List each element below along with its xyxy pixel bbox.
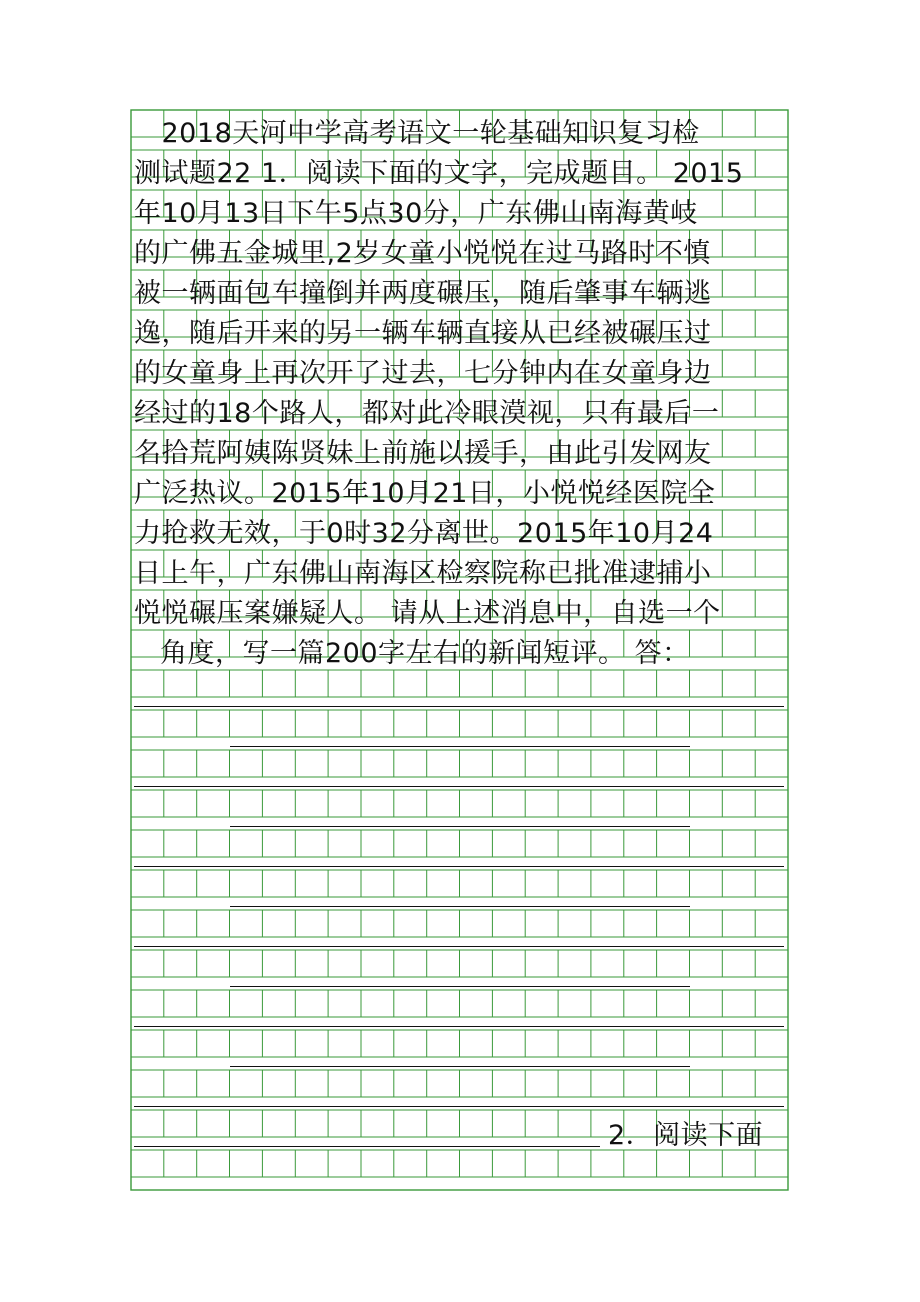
passage-line-8: 经过的18个路人，都对此冷眼漠视，只有最后一 <box>134 398 720 429</box>
next-question-start: 2．阅读下面 <box>608 1120 764 1151</box>
passage-line-1: 2018天河中学高考语文一轮基础知识复习检 <box>134 118 700 149</box>
passage-line-11: 力抢救无效，于0时32分离世。2015年10月24 <box>134 518 714 549</box>
passage-line-4: 的广佛五金城里,2岁女童小悦悦在过马路时不慎 <box>134 238 711 269</box>
passage-line-6: 逸，随后开来的另一辆车辆直接从已经被碾压过 <box>134 318 712 349</box>
answer-blank-line[interactable] <box>134 1146 600 1147</box>
passage-line-2: 测试题22 1．阅读下面的文字，完成题目。 2015 <box>134 158 744 189</box>
answer-blank-line[interactable] <box>134 866 784 867</box>
answer-blank-line[interactable] <box>230 746 690 747</box>
answer-blank-line[interactable] <box>230 906 690 907</box>
passage-line-9: 名拾荒阿姨陈贤妹上前施以援手，由此引发网友 <box>134 438 712 469</box>
passage-line-5: 被一辆面包车撞倒并两度碾压，随后肇事车辆逃 <box>134 278 712 309</box>
passage-line-7: 的女童身上再次开了过去，七分钟内在女童身边 <box>134 358 712 389</box>
passage-line-10: 广泛热议。2015年10月21日，小悦悦经医院全 <box>134 478 716 509</box>
answer-blank-line[interactable] <box>230 826 690 827</box>
passage-line-14: 角度，写一篇200字左右的新闻短评。 答： <box>160 638 690 669</box>
passage-line-3: 年10月13日下午5点30分，广东佛山南海黄岐 <box>134 198 698 229</box>
answer-blank-line[interactable] <box>134 1026 784 1027</box>
answer-blank-line[interactable] <box>230 986 690 987</box>
passage-line-13: 悦悦碾压案嫌疑人。 请从上述消息中，自选一个 <box>134 598 721 629</box>
passage-line-12: 日上午，广东佛山南海区检察院称已批准逮捕小 <box>134 558 712 589</box>
answer-blank-line[interactable] <box>134 1106 784 1107</box>
answer-blank-line[interactable] <box>230 1066 690 1067</box>
answer-blank-line[interactable] <box>134 786 784 787</box>
answer-blank-line[interactable] <box>134 706 784 707</box>
answer-blank-line[interactable] <box>134 946 784 947</box>
